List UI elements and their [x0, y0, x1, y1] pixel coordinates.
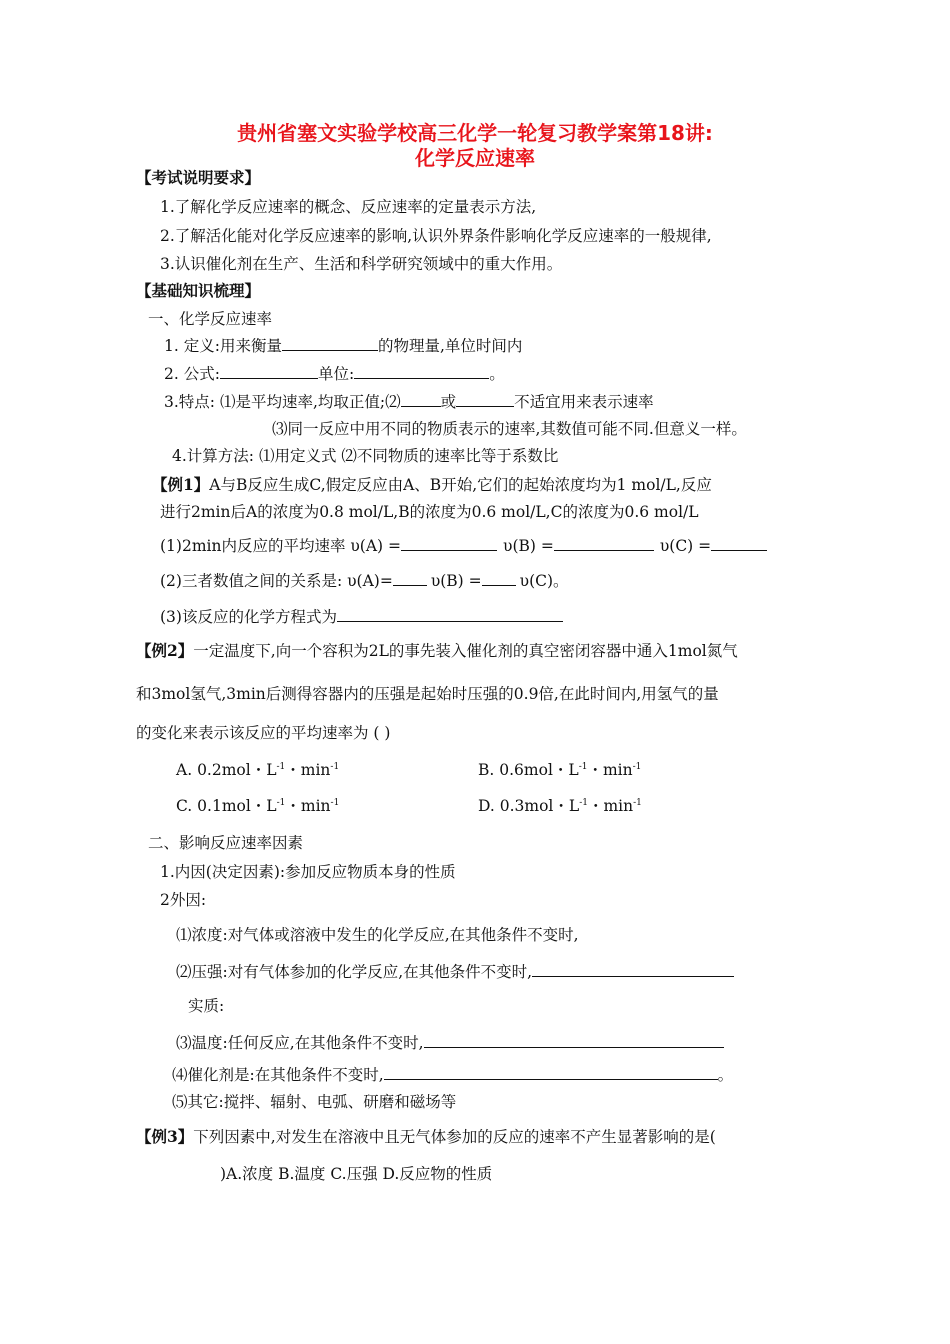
exam-req-item: 1.了解化学反应速率的概念、反应速率的定量表示方法,: [160, 198, 537, 216]
option-value: 0.2mol・L: [197, 761, 277, 779]
exponent: -1: [330, 797, 340, 808]
example1-text: A与B反应生成C,假定反应由A、B开始,它们的起始浓度均为1 mol/L,反应: [209, 476, 712, 494]
factor-other: ⑸其它:搅拌、辐射、电弧、研磨和磁场等: [172, 1093, 457, 1111]
exponent: -1: [276, 761, 286, 772]
fill-blank[interactable]: [384, 1064, 718, 1080]
fill-blank[interactable]: [354, 363, 489, 379]
example2-line2: 和3mol氢气,3min后测得容器内的压强是起始时压强的0.9倍,在此时间内,用氢气的量: [136, 685, 719, 703]
fill-blank[interactable]: [401, 391, 441, 407]
basics-heading: 【基础知识梳理】: [136, 281, 261, 300]
internal-factor: 1.内因(决定因素):参加反应物质本身的性质: [160, 863, 456, 881]
feature-tail: 不适宜用来表示速率: [514, 393, 654, 411]
example1-label: 【例1】: [152, 475, 210, 494]
example2-line1: [136, 641, 738, 661]
q2-text: υ(C)。: [519, 572, 569, 590]
example2-line3: 的变化来表示该反应的平均速率为 ( ): [136, 724, 391, 742]
fill-blank[interactable]: [711, 535, 767, 551]
option-letter: B.: [478, 761, 495, 779]
option-unit: ・min: [587, 761, 633, 779]
page-subtitle: 化学反应速率: [415, 146, 535, 170]
page-title: 贵州省塞文实验学校高三化学一轮复习教学案第18讲:: [237, 121, 713, 145]
fill-blank[interactable]: [282, 335, 378, 351]
exam-req-heading: 【考试说明要求】: [136, 168, 261, 187]
q2-text: (2)三者数值之间的关系是: υ(A)=: [160, 572, 393, 590]
example3-label: 【例3】: [136, 1127, 194, 1146]
option-value: 0.1mol・L: [197, 797, 277, 815]
example2-label: 【例2】: [136, 641, 194, 660]
fill-blank[interactable]: [337, 606, 563, 622]
option-d[interactable]: [478, 796, 642, 816]
example3-line2: )A.浓度 B.温度 C.压强 D.反应物的性质: [220, 1165, 493, 1183]
feature-label: 3.特点: ⑴是平均速率,均取正值;⑵: [164, 393, 401, 411]
period: 。: [489, 365, 505, 383]
exponent: -1: [330, 761, 340, 772]
period: 。: [717, 1066, 734, 1084]
factor-catalyst: [172, 1064, 733, 1085]
option-letter: D.: [478, 797, 495, 815]
example1-line1: [152, 475, 712, 495]
feature-line-2: ⑶同一反应中用不同的物质表示的速率,其数值可能不同.但意义一样。: [272, 420, 747, 438]
exam-req-item: 3.认识催化剂在生产、生活和科学研究领域中的重大作用。: [160, 255, 563, 273]
factor-pressure: [176, 961, 734, 982]
fill-blank[interactable]: [393, 570, 427, 586]
exponent: -1: [276, 797, 286, 808]
definition-tail: 的物理量,单位时间内: [377, 337, 523, 355]
catalyst-text: ⑷催化剂是:在其他条件不变时,: [172, 1066, 384, 1084]
option-a[interactable]: [176, 760, 339, 780]
fill-blank[interactable]: [482, 570, 516, 586]
q1-text: υ(C) =: [659, 537, 712, 555]
option-letter: C.: [176, 797, 193, 815]
example1-q3: [160, 606, 563, 627]
option-unit: ・min: [285, 761, 331, 779]
fill-blank[interactable]: [532, 961, 734, 977]
factor-concentration: ⑴浓度:对气体或溶液中发生的化学反应,在其他条件不变时,: [176, 926, 579, 944]
example3-line1: [136, 1127, 716, 1147]
option-unit: ・min: [285, 797, 331, 815]
formula-line: [164, 363, 505, 384]
unit-label: 单位:: [317, 365, 355, 383]
pressure-text: ⑵压强:对有气体参加的化学反应,在其他条件不变时,: [176, 963, 533, 981]
part2-heading: 二、影响反应速率因素: [148, 834, 304, 852]
exponent: -1: [579, 797, 588, 808]
feature-or: 或: [440, 393, 457, 411]
definition-label: 1. 定义:用来衡量: [164, 337, 282, 355]
pressure-essence: 实质:: [188, 997, 225, 1015]
fill-blank[interactable]: [220, 363, 318, 379]
feature-line: [164, 391, 654, 412]
fill-blank[interactable]: [456, 391, 514, 407]
factor-temperature: [176, 1032, 724, 1053]
q3-text: (3)该反应的化学方程式为: [160, 608, 337, 626]
option-value: 0.6mol・L: [499, 761, 579, 779]
option-c[interactable]: [176, 796, 339, 816]
option-value: 0.3mol・L: [499, 797, 580, 815]
example2-text: 一定温度下,向一个容积为2L的事先装入催化剂的真空密闭容器中通入1mol氮气: [193, 642, 738, 660]
formula-label: 2. 公式:: [164, 365, 220, 383]
definition-line: [164, 335, 522, 356]
exponent: -1: [632, 761, 642, 772]
example3-text: 下列因素中,对发生在溶液中且无气体参加的反应的速率不产生显著影响的是(: [193, 1128, 716, 1146]
q2-text: υ(B) =: [430, 572, 482, 590]
option-b[interactable]: [478, 760, 641, 780]
temperature-text: ⑶温度:任何反应,在其他条件不变时,: [176, 1034, 424, 1052]
exam-req-item: 2.了解活化能对化学反应速率的影响,认识外界条件影响化学反应速率的一般规律,: [160, 227, 712, 245]
q1-text: (1)2min内反应的平均速率 υ(A) =: [160, 537, 402, 555]
exponent: -1: [633, 797, 642, 808]
part1-heading: 一、化学反应速率: [148, 310, 273, 328]
exponent: -1: [578, 761, 588, 772]
fill-blank[interactable]: [401, 535, 497, 551]
example1-q1: [160, 535, 767, 556]
option-unit: ・min: [587, 797, 634, 815]
external-factor: 2外因:: [160, 891, 207, 909]
option-letter: A.: [176, 761, 193, 779]
fill-blank[interactable]: [554, 535, 654, 551]
example1-line2: 进行2min后A的浓度为0.8 mol/L,B的浓度为0.6 mol/L,C的浓度为0.6 mol/L: [160, 503, 699, 521]
q1-text: υ(B) =: [503, 537, 554, 555]
fill-blank[interactable]: [424, 1032, 724, 1048]
calc-method: 4.计算方法: ⑴用定义式 ⑵不同物质的速率比等于系数比: [172, 447, 559, 465]
example1-q2: [160, 570, 569, 591]
